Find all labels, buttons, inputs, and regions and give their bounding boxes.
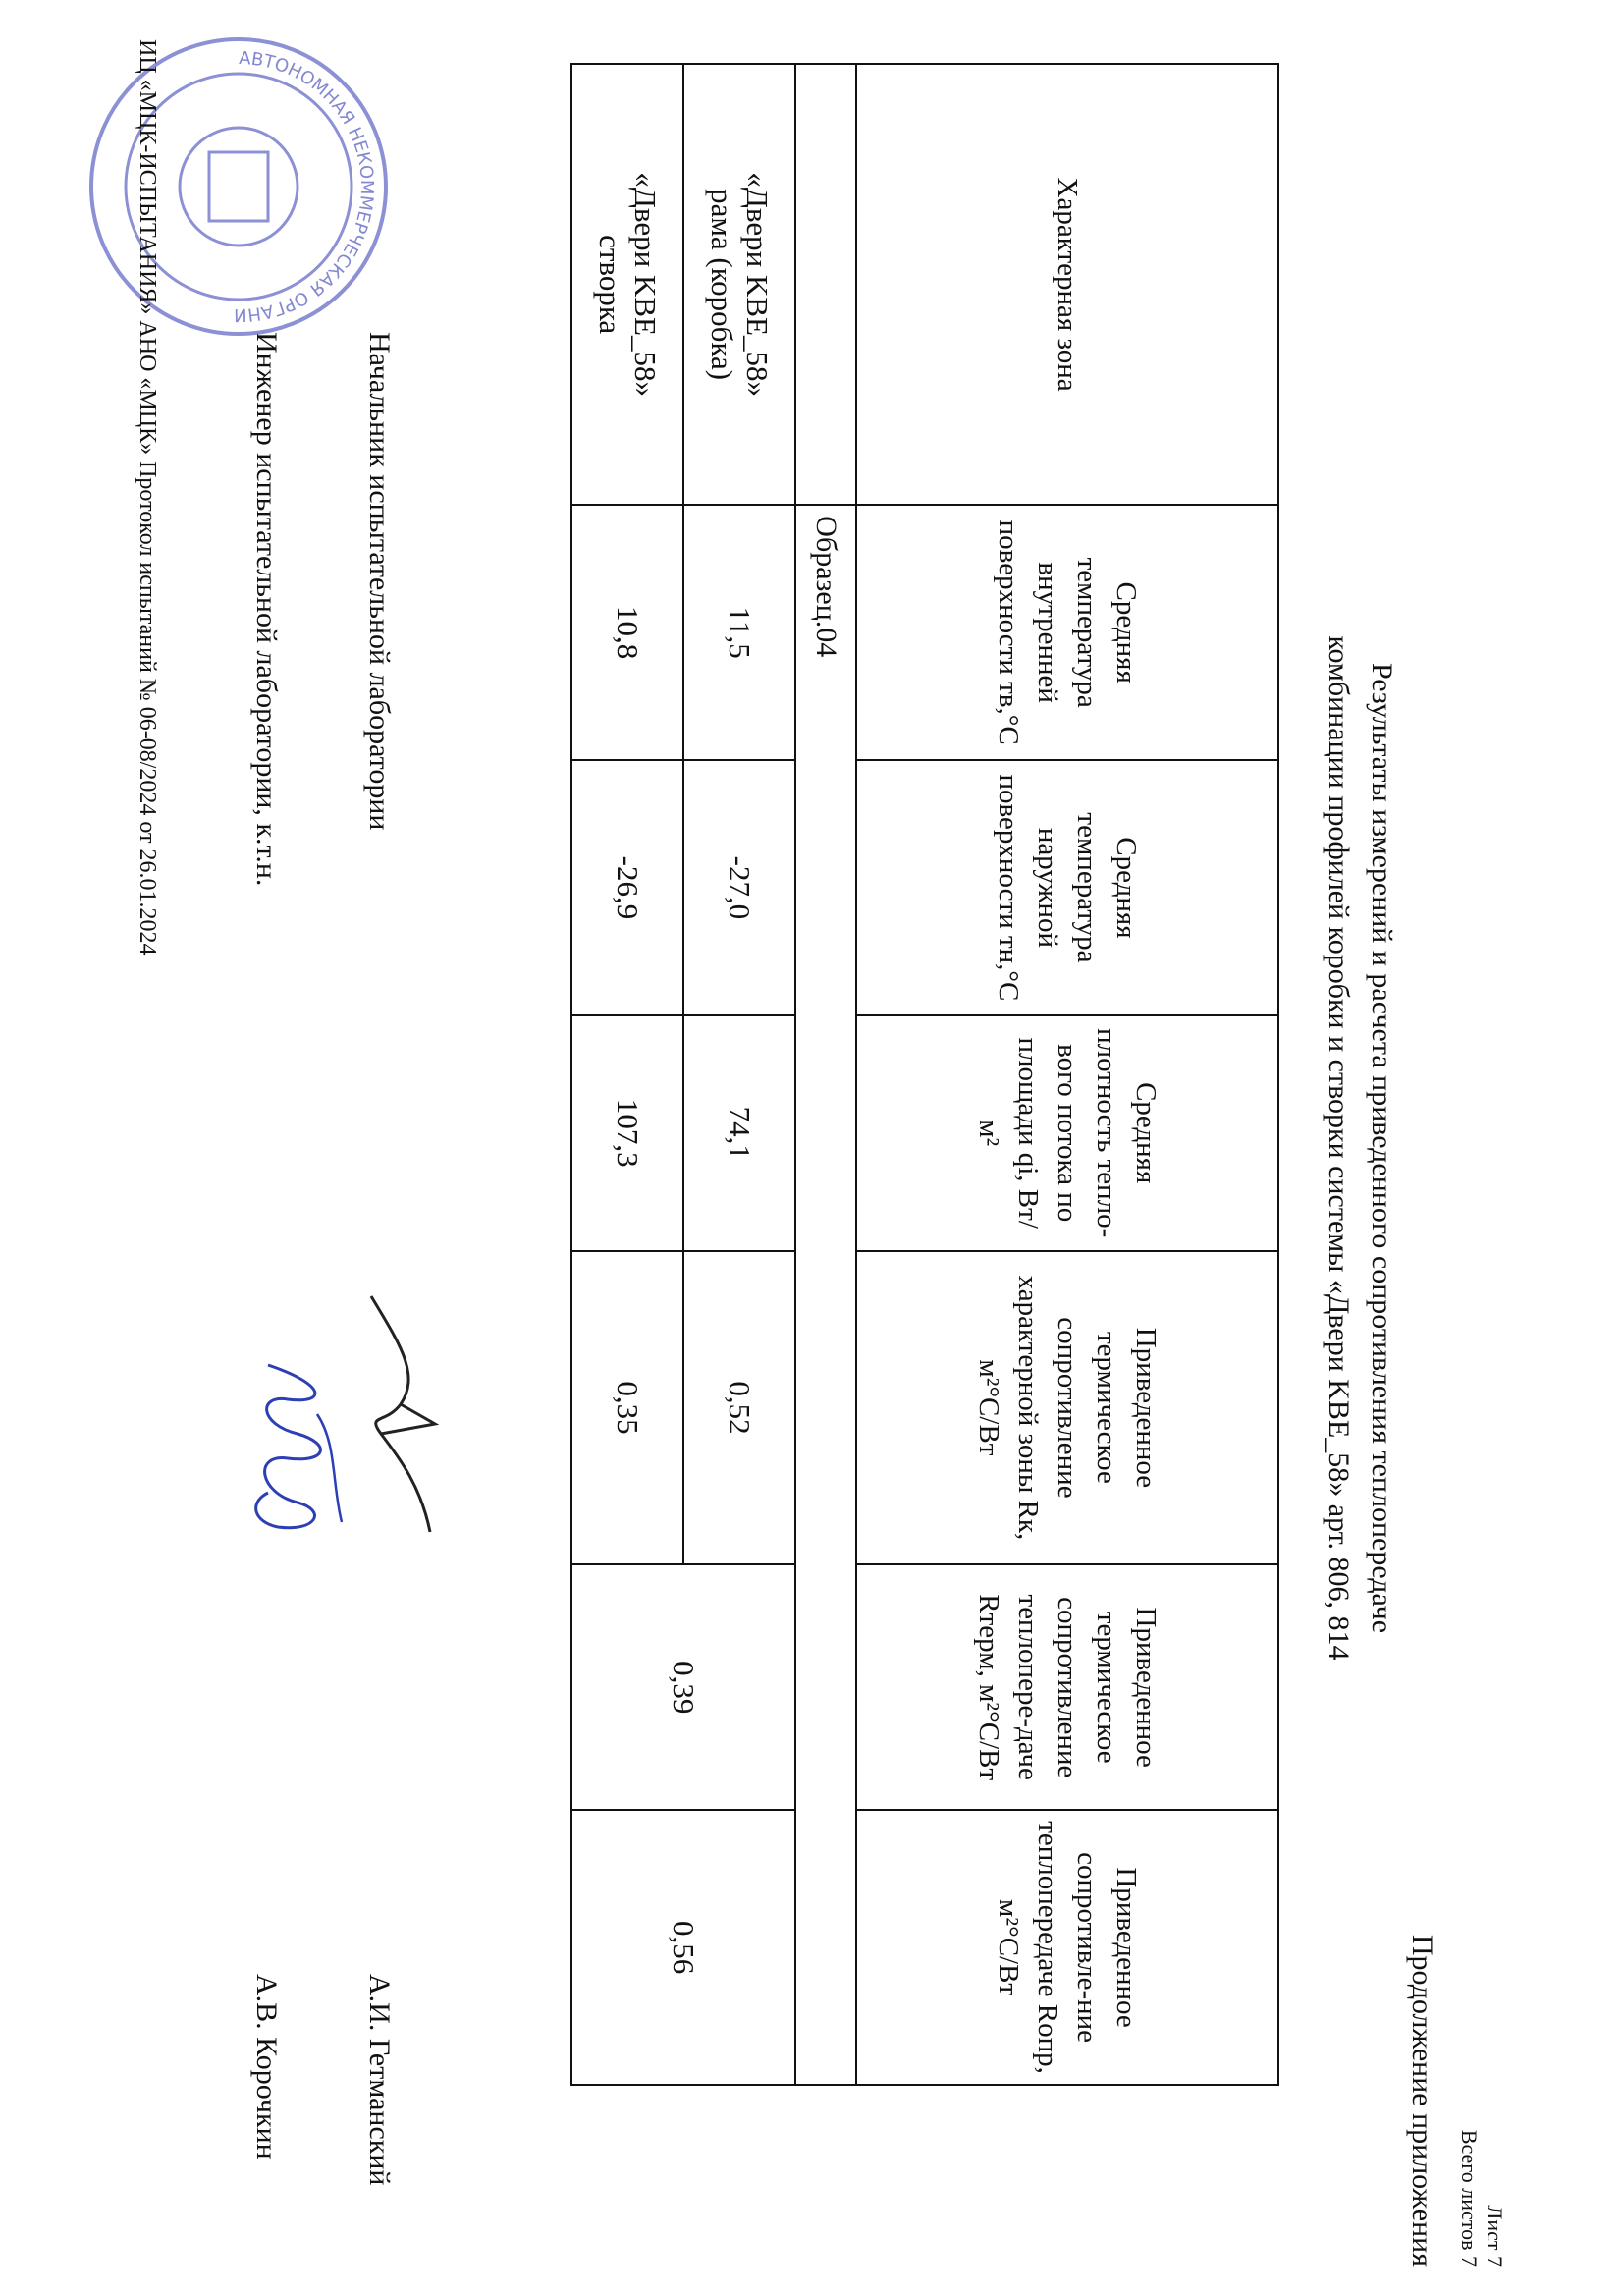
sample-label: Образец.04 — [795, 505, 856, 2085]
t-out-value: -27,0 — [683, 760, 795, 1015]
zone-part: створка — [593, 235, 627, 335]
title-line-1: Результаты измерений и расчета приведенного сопротивления теплопередаче — [1366, 662, 1398, 1634]
col-header-heat-flux: Средняя плотность тепло-вого потока по площади qi, Вт/м² — [856, 1015, 1278, 1251]
rk-value: 0,35 — [571, 1251, 683, 1565]
signature-role-1: Начальник испытательной лаборатории — [363, 332, 396, 831]
col-header-t-in: Средняя температура внутренней поверхности тв,°С — [856, 505, 1278, 760]
table-title — [1317, 0, 1403, 2296]
signature-role-2: Инженер испытательной лаборатории, к.т.н. — [250, 332, 283, 887]
table-row — [683, 64, 795, 2085]
results-table — [570, 63, 1279, 2086]
zone-part: рама (коробка) — [705, 189, 739, 381]
t-out-value: -26,9 — [571, 760, 683, 1015]
zone-cell — [571, 64, 683, 505]
continuation-label: Продолжение приложения — [1406, 1934, 1438, 2267]
sample-zone-cell — [795, 64, 856, 505]
title-line-2: комбинации профилей коробки и створки системы «Двери KBE_58» арт. 806, 814 — [1323, 635, 1355, 1661]
sample-row — [795, 64, 856, 2085]
r-opr-value: 0,56 — [571, 1810, 795, 2085]
col-header-r-opr: Приведенное сопротивле-ние теплопередаче Rопр, м²°С/Вт — [856, 1810, 1278, 2085]
col-header-zone: Характерная зона — [856, 64, 1278, 505]
rk-value: 0,52 — [683, 1251, 795, 1565]
t-in-value: 11,5 — [683, 505, 795, 760]
stamp-text: АВТОНОМНАЯ НЕКОММЕРЧЕСКАЯ ОРГАНИЗАЦИЯ — [234, 23, 411, 326]
signature-name-2: А.В. Корочкин — [250, 1974, 283, 2159]
organization-stamp — [81, 23, 411, 344]
zone-name: «Двери KBE_58» — [628, 172, 663, 397]
signature-getmansky — [352, 1286, 440, 1542]
r-term-value: 0,39 — [571, 1564, 795, 1810]
col-header-r-term: Приведенное термическое сопротивление теплопере-даче Rтерм, м²°С/Вт — [856, 1564, 1278, 1810]
header-row — [856, 64, 1278, 2085]
signature-korochkin — [239, 1355, 347, 1552]
signature-name-1: А.И. Гетманский — [363, 1974, 396, 2186]
sheets-total: Всего листов 7 — [1457, 2129, 1482, 2267]
zone-cell — [683, 64, 795, 505]
t-in-value: 10,8 — [571, 505, 683, 760]
col-header-rk: Приведенное термическое сопротивление характерной зоны Rк, м²°С/Вт — [856, 1251, 1278, 1565]
heat-flux-value: 74,1 — [683, 1015, 795, 1251]
col-header-t-out: Средняя температура наружной поверхности тн,°С — [856, 760, 1278, 1015]
footer-protocol: ИЦ «МЦК-ИСПЫТАНИЯ» АНО «МЦК» Протокол испытаний № 06-08/2024 от 26.01.2024 — [135, 39, 160, 956]
sheet-number: Лист 7 — [1483, 2205, 1507, 2267]
zone-name: «Двери KBE_58» — [740, 172, 775, 397]
heat-flux-value: 107,3 — [571, 1015, 683, 1251]
